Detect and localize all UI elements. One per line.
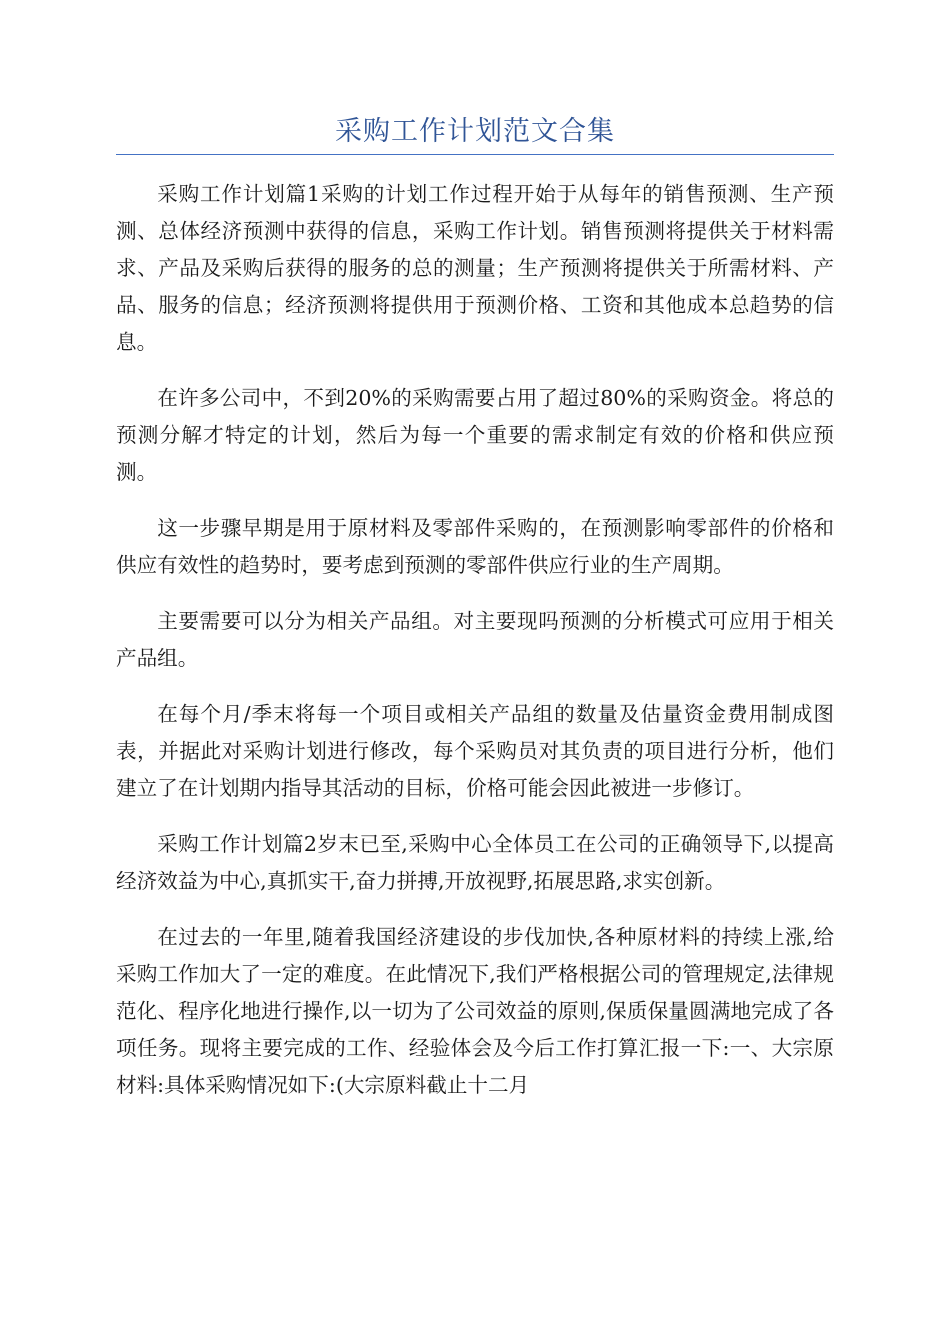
document-title: 采购工作计划范文合集 xyxy=(335,116,615,147)
title-underline xyxy=(116,154,834,155)
paragraph-4: 主要需要可以分为相关产品组。对主要现吗预测的分析模式可应用于相关产品组。 xyxy=(116,609,834,670)
paragraph-3: 这一步骤早期是用于原材料及零部件采购的，在预测影响零部件的价格和供应有效性的趋势时，要考虑到预测的零部件供应行业的生产周期。 xyxy=(116,516,834,577)
paragraph-5: 在每个月/季末将每一个项目或相关产品组的数量及估量资金费用制成图表，并据此对采购计划进行修改，每个采购员对其负责的项目进行分析，他们建立了在计划期内指导其活动的目标，价格可能会因此被进一步修订。 xyxy=(116,702,834,800)
paragraph-6: 采购工作计划篇2岁末已至,采购中心全体员工在公司的正确领导下,以提高经济效益为中心,真抓实干,奋力拼搏,开放视野,拓展思路,求实创新。 xyxy=(116,832,834,893)
paragraph-2: 在许多公司中，不到20%的采购需要占用了超过80%的采购资金。将总的预测分解才特定的计划，然后为每一个重要的需求制定有效的价格和供应预测。 xyxy=(116,386,834,484)
paragraph-1: 采购工作计划篇1采购的计划工作过程开始于从每年的销售预测、生产预测、总体经济预测中获得的信息，采购工作计划。销售预测将提供关于材料需求、产品及采购后获得的服务的总的测量；生产预测将提供关于所需材料、产品、服务的信息；经济预测将提供用于预测价格、工资和其他成本总趋势的信息。 xyxy=(116,182,834,354)
paragraph-7: 在过去的一年里,随着我国经济建设的步伐加快,各种原材料的持续上涨,给采购工作加大了一定的难度。在此情况下,我们严格根据公司的管理规定,法律规范化、程序化地进行操作,以一切为了公司效益的原则,保质保量圆满地完成了各项任务。现将主要完成的工作、经验体会及今后工作打算汇报一下:一、大宗原材料:具体采购情况如下:(大宗原料截止十二月 xyxy=(116,925,834,1097)
document-body xyxy=(116,176,834,1104)
